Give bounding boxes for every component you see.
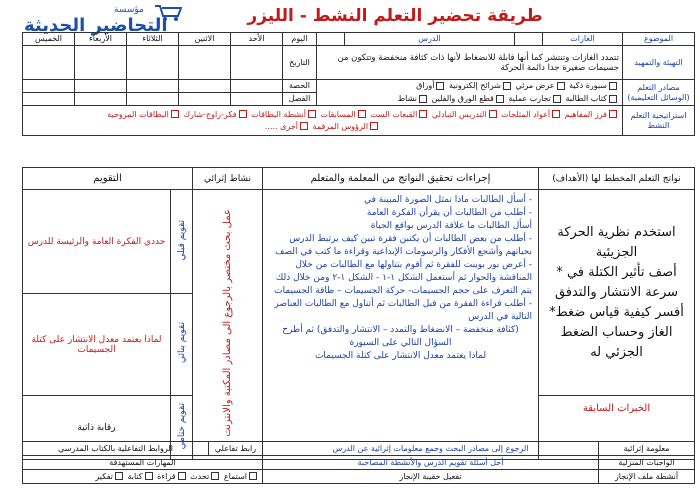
subject-value <box>515 33 543 46</box>
enrichment-cell <box>193 190 263 460</box>
skills-label: المهارات المستهدفة <box>23 456 263 470</box>
checkbox[interactable] <box>211 472 219 480</box>
checkbox[interactable] <box>609 110 617 118</box>
procedure-item: - أعرض بور بوينت للفقرة ثم أقوم بتناولها مع الطالبات من خلال المناقشة والحوار ثم أستعمل الشكل ١-١ - الشكل ١-٢ ومن خلال ذلك يتم التعرف على حجم الجسيمات- حركة الجسيمات – طاقة الجسيمات <box>274 260 533 296</box>
eval-build-type: تقويم بنائي <box>171 294 193 396</box>
checkbox[interactable] <box>503 82 511 90</box>
procedure-item: - أطلب من بعض الطالبات أن يكتبن فقرة تبين كيف يرتبط الدرس بحياتهم وأشجع الأفكار والرسومات الإبداعية وقراءة ما كتب في الصف <box>275 234 533 257</box>
checkbox[interactable] <box>553 95 561 103</box>
day-label: اليوم <box>283 33 317 46</box>
header-table <box>22 32 695 136</box>
class-cell[interactable] <box>127 93 179 106</box>
checkbox[interactable] <box>178 472 186 480</box>
procedure-item: (كثافة منخفضة – الانضغاط والتمدد – الانتشار والتدفق) ثم أطرح السؤال التالي على السبورة <box>282 325 519 348</box>
date-cell[interactable] <box>23 46 75 80</box>
date-cell[interactable] <box>231 46 283 80</box>
period-cell[interactable] <box>231 80 283 93</box>
prior-experience: الخبرات السابقة <box>539 396 695 460</box>
page-title: طريقة تحضير التعلم النشط - الليزر <box>247 6 543 26</box>
eval-final-text: رقابة ذاتية <box>23 396 171 460</box>
enrichment-header: نشاط إثرائي <box>193 168 263 190</box>
date-cell[interactable] <box>127 46 179 80</box>
checkbox[interactable] <box>489 110 497 118</box>
checkbox[interactable] <box>496 95 504 103</box>
day-monday: الاثنين <box>179 33 231 46</box>
day-sunday: الأحد <box>231 33 283 46</box>
intro-label: التهيئة والتمهيد <box>623 46 695 80</box>
procedure-item: أسأل الطالبات ما علاقة الدرس بواقع الحياة <box>370 221 533 231</box>
homework-text: أحل أسئلة تقويم الدرس والأنشطة المصاحبة <box>263 456 599 470</box>
resources-label: مصادر التعلم (الوسائل التعليمية) <box>623 80 695 106</box>
outcomes-header: نواتج التعلم المخطط لها (الأهداف) <box>539 168 695 190</box>
objective-item: * أصف تأثير الكتلة في سرعة الانتشار والتدفق <box>554 264 679 300</box>
skills-list: استماع تحدث قراءة كتابة تفكير <box>23 470 263 484</box>
main-table <box>22 167 695 460</box>
checkbox[interactable] <box>370 122 378 130</box>
portfolio-label: أنشطة ملف الإنجاز <box>599 470 695 484</box>
class-label: الفصل <box>283 93 317 106</box>
portfolio-text: تفعيل حقيبة الإنجاز <box>263 470 599 484</box>
subject-name: الغازات <box>543 33 623 46</box>
subject-label: الموضوع <box>623 33 695 46</box>
day-thursday: الخميس <box>23 33 75 46</box>
class-cell[interactable] <box>75 93 127 106</box>
eval-pre-text: حددي الفكرة العامة والرئيسة للدرس <box>23 190 171 294</box>
checkbox[interactable] <box>436 82 444 90</box>
logo-org: مؤسسة <box>114 5 144 15</box>
enrich-label: معلومة إثرائية <box>599 442 695 456</box>
objectives-cell <box>539 190 695 396</box>
lesson-label: الدرس <box>345 33 515 46</box>
date-label: التاريخ <box>283 46 317 80</box>
checkbox[interactable] <box>552 110 560 118</box>
eval-final-type: تقويم ختامي <box>171 396 193 460</box>
enrich-text: الرجوع إلى مصادر البحث وجمع معلومات إثرائية عن الدرس <box>263 442 599 456</box>
logo-brand: التحاضير الحديثة <box>24 15 168 36</box>
class-cell[interactable] <box>179 93 231 106</box>
procedure-item: لماذا يعتمد معدل الانتشار على كتلة الجسيمات <box>314 351 487 361</box>
checkbox[interactable] <box>239 110 247 118</box>
link-text[interactable]: الروابط التفاعلية بالكتاب المدرسي <box>23 442 209 456</box>
period-cell[interactable] <box>23 80 75 93</box>
evaluation-header: التقويم <box>23 168 193 190</box>
checkbox[interactable] <box>308 110 316 118</box>
period-label: الحصة <box>283 80 317 93</box>
date-cell[interactable] <box>179 46 231 80</box>
day-wednesday: الأربعاء <box>75 33 127 46</box>
period-cell[interactable] <box>179 80 231 93</box>
procedure-item: - أطلب من الطالبات أن يقرأن الفكرة العامة <box>366 208 533 218</box>
resources-list: سبورة ذكية عرض مرئي شرائح إلكترونية أوراق كتاب الطالبة تجارب عملية قطع الورق والفلين نشاط <box>317 80 623 106</box>
footer-table <box>22 441 695 484</box>
class-cell[interactable] <box>231 93 283 106</box>
checkbox[interactable] <box>249 472 257 480</box>
procedures-cell <box>263 190 539 460</box>
procedure-item: - أسأل الطالبات ماذا تمثل الصورة المبينة في <box>364 195 533 205</box>
lesson-value[interactable] <box>317 33 345 46</box>
checkbox[interactable] <box>419 110 427 118</box>
checkbox[interactable] <box>115 472 123 480</box>
checkbox[interactable] <box>300 122 308 130</box>
checkbox[interactable] <box>171 110 179 118</box>
checkbox[interactable] <box>419 95 427 103</box>
strategy-label: استراتيجية التعلم النشط <box>623 106 695 136</box>
procedure-item: - أطلب قراءة الفقرة من قبل الطالبات ثم أتناول مع الطالبات العناصر التالية في الدرس <box>274 299 533 322</box>
procedures-header: إجراءات تحقيق النواتج من المعلمة والمتعلم <box>263 168 539 190</box>
objective-item: *أفسر كيفية قياس ضغط الغاز وحساب الضغط الجزئي له <box>549 304 684 360</box>
day-tuesday: الثلاثاء <box>127 33 179 46</box>
checkbox[interactable] <box>358 110 366 118</box>
checkbox[interactable] <box>609 82 617 90</box>
class-cell[interactable] <box>23 93 75 106</box>
checkbox[interactable] <box>557 82 565 90</box>
link-label: رابط تفاعلي <box>209 442 263 456</box>
date-cell[interactable] <box>75 46 127 80</box>
checkbox[interactable] <box>145 472 153 480</box>
checkbox[interactable] <box>609 95 617 103</box>
period-cell[interactable] <box>75 80 127 93</box>
period-cell[interactable] <box>127 80 179 93</box>
strategy-list: فرز المفاهيم أعواد المثلجات التدريس التبادلي القبعات الست المسابقات أنشطة البطاقات فكر-زاوج-شارك البطاقات المروحية الرؤوس المرقمة أخرى ..... <box>23 106 623 136</box>
enrichment-text: عمل بحث مختصر بالرجوع الى مصادر المكتبة والانترنت <box>221 209 233 437</box>
eval-pre-type: تقويم قبلي <box>171 190 193 294</box>
eval-build-text: لماذا يعتمد معدل الانتشار على كتلة الجسيمات <box>23 294 171 396</box>
intro-text: تتمدد الغازات وتنتشر كما أنها قابلة للانضغاط لأنها ذات كثافة منخفضة وتتكون من جسيمات صغيرة جدا دائمة الحركة <box>317 46 623 80</box>
objective-item: استخدم نظرية الحركة الجزيئية <box>557 224 676 260</box>
homework-label: الواجبات المنزلية <box>599 456 695 470</box>
